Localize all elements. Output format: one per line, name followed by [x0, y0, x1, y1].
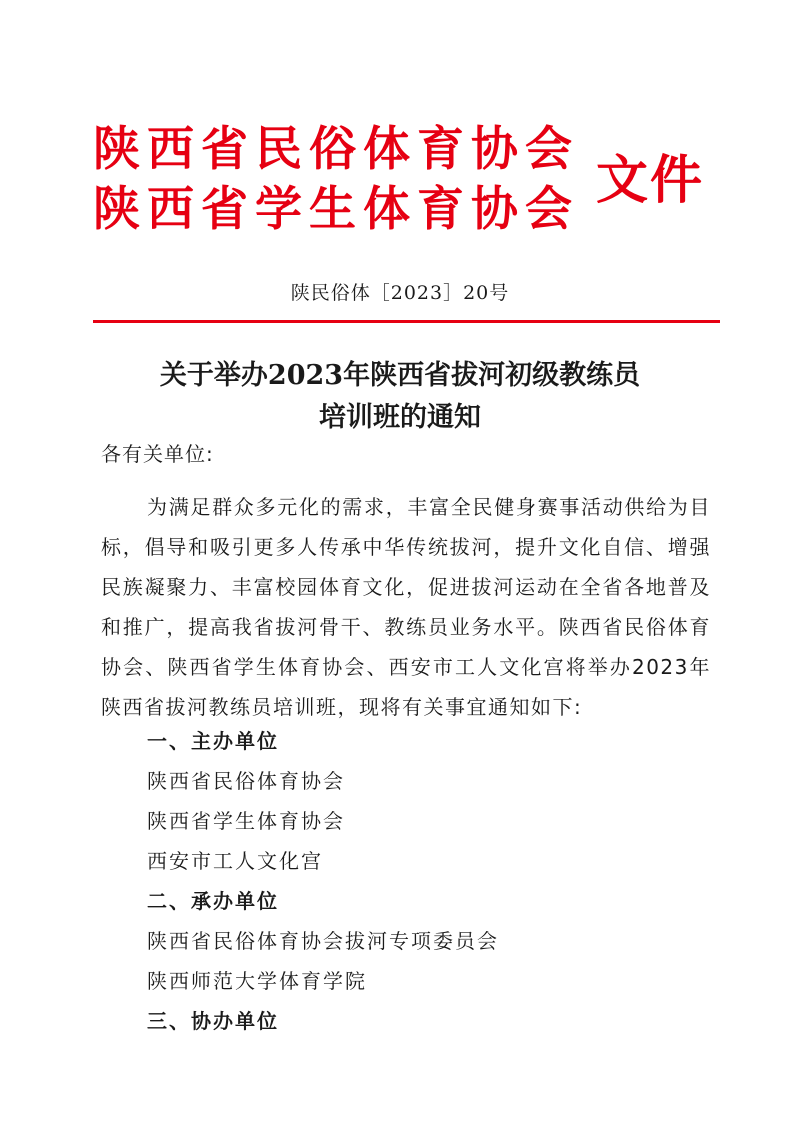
section-heading-organizers: 一、主办单位	[147, 729, 279, 753]
document-title-line-2: 培训班的通知	[319, 402, 481, 433]
host-item: 陕西师范大学体育学院	[147, 969, 367, 993]
issuer-name-2: 陕西省学生体育协会	[93, 182, 579, 237]
section-heading-hosts: 二、承办单位	[147, 889, 279, 913]
organizer-item: 陕西省学生体育协会	[147, 809, 345, 833]
addressee: 各有关单位:	[101, 442, 214, 466]
host-item: 陕西省民俗体育协会拔河专项委员会	[147, 929, 499, 953]
intro-paragraph: 为满足群众多元化的需求，丰富全民健身赛事活动供给为目标，倡导和吸引更多人传承中华传统拔河，提升文化自信、增强民族凝聚力、丰富校园体育文化，促进拔河运动在全省各地普及和推广，提高我省拔河骨干、教练员业务水平。陕西省民俗体育协会、陕西省学生体育协会、西安市工人文化宫将举办2023年陕西省拔河教练员培训班，现将有关事宜通知如下:	[101, 495, 711, 719]
issuer-name-1: 陕西省民俗体育协会	[93, 122, 579, 177]
document-label: 文件	[596, 150, 705, 211]
document-header	[0, 0, 800, 304]
document-title-line-1: 关于举办2023年陕西省拔河初级教练员	[159, 360, 641, 391]
red-divider-line	[93, 320, 720, 323]
section-heading-co-organizers: 三、协办单位	[147, 1009, 279, 1033]
organizer-item: 西安市工人文化宫	[147, 849, 323, 873]
document-number: 陕民俗体［2023］20号	[290, 282, 510, 304]
organizer-item: 陕西省民俗体育协会	[147, 769, 345, 793]
